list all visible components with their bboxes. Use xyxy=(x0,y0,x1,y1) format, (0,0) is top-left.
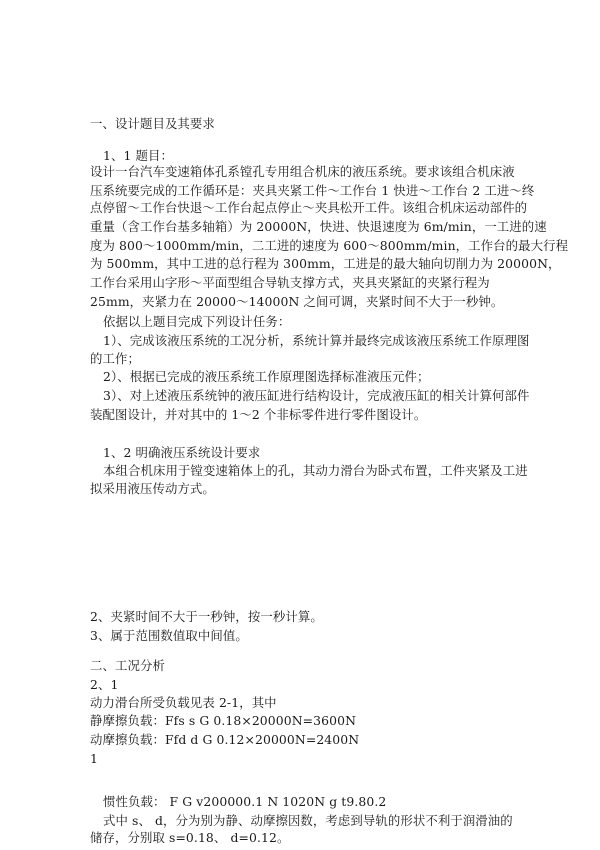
text-line: 压系统要完成的工作循环是：夹具夹紧工件～工作台 1 快进～工作台 2 工进～终 xyxy=(90,182,535,198)
task-line: 3）、对上述液压系统钟的液压缸进行结构设计，完成液压缸的相关计算何部件 xyxy=(103,388,530,404)
text-line: 储存，分别取 s=0.18、 d=0.12。 xyxy=(90,830,290,846)
subsection-1-1-title: 1、1 题目： xyxy=(103,148,173,164)
inertia-load-formula: 惯性负载： F G v200000.1 N 1020N g t9.80.2 xyxy=(103,793,387,809)
text-line: 25mm，夹紧力在 20000～14000N 之间可调，夹紧时间不大于一秒钟。 xyxy=(90,293,504,309)
task-line: 装配图设计，并对其中的 1～2 个非标零件进行零件图设计。 xyxy=(90,406,427,422)
note-line: 2、夹紧时间不大于一秒钟，按一秒计算。 xyxy=(90,609,323,625)
subsection-1-2-title: 1、2 明确液压系统设计要求 xyxy=(103,445,261,461)
dynamic-friction-formula: 动摩擦负载：Ffd d G 0.12×20000N=2400N xyxy=(90,732,360,748)
task-line: 的工作； xyxy=(90,350,140,366)
text-line: 工作台采用山字形～平面型组合导轨支撑方式，夹具夹紧缸的夹紧行程为 xyxy=(90,275,490,291)
text-line: 重量（含工作台基多轴箱）为 20000N，快进、快退速度为 6m/min，一工进的速 xyxy=(90,219,547,235)
load-intro: 动力滑台所受负载见表 2-1，其中 xyxy=(90,694,277,710)
text-line: 度为 800～1000mm/min，二工进的速度为 600～800mm/min，工作台的最大行程 xyxy=(90,237,569,253)
text-line: 本组合机床用于镗变速箱体上的孔，其动力滑台为卧式布置，工件夹紧及工进 xyxy=(103,462,528,478)
task-line: 1）、完成该液压系统的工况分析，系统计算并最终完成该液压系统工作原理图 xyxy=(103,333,530,349)
text-line: 为 500mm，其中工进的总行程为 300mm，工进是的最大轴向切削力为 20000N， xyxy=(90,256,561,272)
subsection-2-1-number: 2、1 xyxy=(90,676,119,692)
section-1-heading: 一、设计题目及其要求 xyxy=(90,115,215,131)
stray-number: 1 xyxy=(90,750,98,766)
section-2-heading: 二、工况分析 xyxy=(90,658,165,674)
text-line: 式中 s、 d，分为别为静、动摩擦因数，考虑到导轨的形状不利于润滑油的 xyxy=(103,812,513,828)
text-line: 拟采用液压传动方式。 xyxy=(90,481,215,497)
tasks-intro: 依据以上题目完成下列设计任务： xyxy=(103,314,291,330)
task-line: 2）、根据已完成的液压系统工作原理图选择标准液压元件； xyxy=(103,369,430,385)
text-line: 设计一台汽车变速箱体孔系镗孔专用组合机床的液压系统。要求该组合机床液 xyxy=(90,164,515,180)
text-line: 点停留～工作台快退～工作台起点停止～夹具松开工件。该组合机床运动部件的 xyxy=(90,200,528,216)
static-friction-formula: 静摩擦负载：Ffs s G 0.18×20000N=3600N xyxy=(90,713,357,729)
note-line: 3、属于范围数值取中间值。 xyxy=(90,627,248,643)
